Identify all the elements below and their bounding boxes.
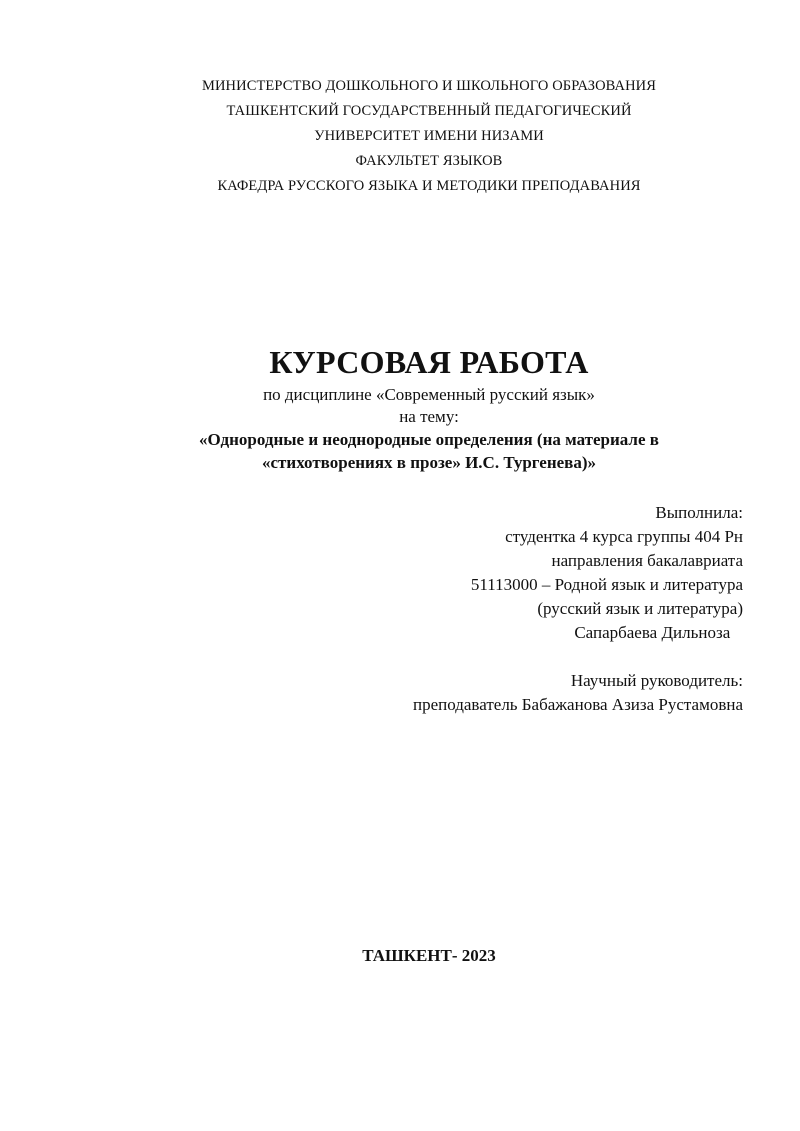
topic-intro: на тему: bbox=[399, 407, 459, 426]
spacer bbox=[413, 645, 743, 669]
city-year: ТАШКЕНТ- 2023 bbox=[362, 946, 496, 965]
supervisor-label: Научный руководитель: bbox=[570, 671, 743, 690]
topic-line-2: «стихотворениях в прозе» И.С. Тургенева)» bbox=[262, 453, 596, 472]
author-line-1: студентка 4 курса группы 404 Рн bbox=[505, 527, 743, 546]
topic-line-1: «Однородные и неоднородные определения (на материале в bbox=[199, 430, 659, 449]
department-line: КАФЕДРА РУССКОГО ЯЗЫКА И МЕТОДИКИ ПРЕПОДАВАНИЯ bbox=[217, 178, 641, 194]
discipline-line: по дисциплине «Современный русский язык» bbox=[263, 385, 595, 404]
author-label: Выполнила: bbox=[655, 503, 743, 522]
faculty-line: ФАКУЛЬТЕТ ЯЗЫКОВ bbox=[355, 153, 503, 169]
document-title: КУРСОВАЯ РАБОТА bbox=[269, 344, 589, 380]
university-line-2: УНИВЕРСИТЕТ ИМЕНИ НИЗАМИ bbox=[314, 128, 544, 144]
supervisor-name: преподаватель Бабажанова Азиза Рустамовна bbox=[412, 695, 743, 714]
ministry-line: МИНИСТЕРСТВО ДОШКОЛЬНОГО И ШКОЛЬНОГО ОБРАЗОВАНИЯ bbox=[201, 78, 656, 94]
author-line-2: направления бакалавриата bbox=[551, 551, 743, 570]
author-name: Сапарбаева Дильноза bbox=[574, 623, 743, 642]
author-line-3: 51113000 – Родной язык и литература bbox=[470, 575, 743, 594]
institution-header bbox=[0, 74, 800, 199]
university-line-1: ТАШКЕНТСКИЙ ГОСУДАРСТВЕННЫЙ ПЕДАГОГИЧЕСКИЙ bbox=[226, 103, 632, 119]
author-line-4: (русский язык и литература) bbox=[537, 599, 743, 618]
title-block bbox=[0, 340, 800, 474]
author-info bbox=[413, 501, 743, 717]
